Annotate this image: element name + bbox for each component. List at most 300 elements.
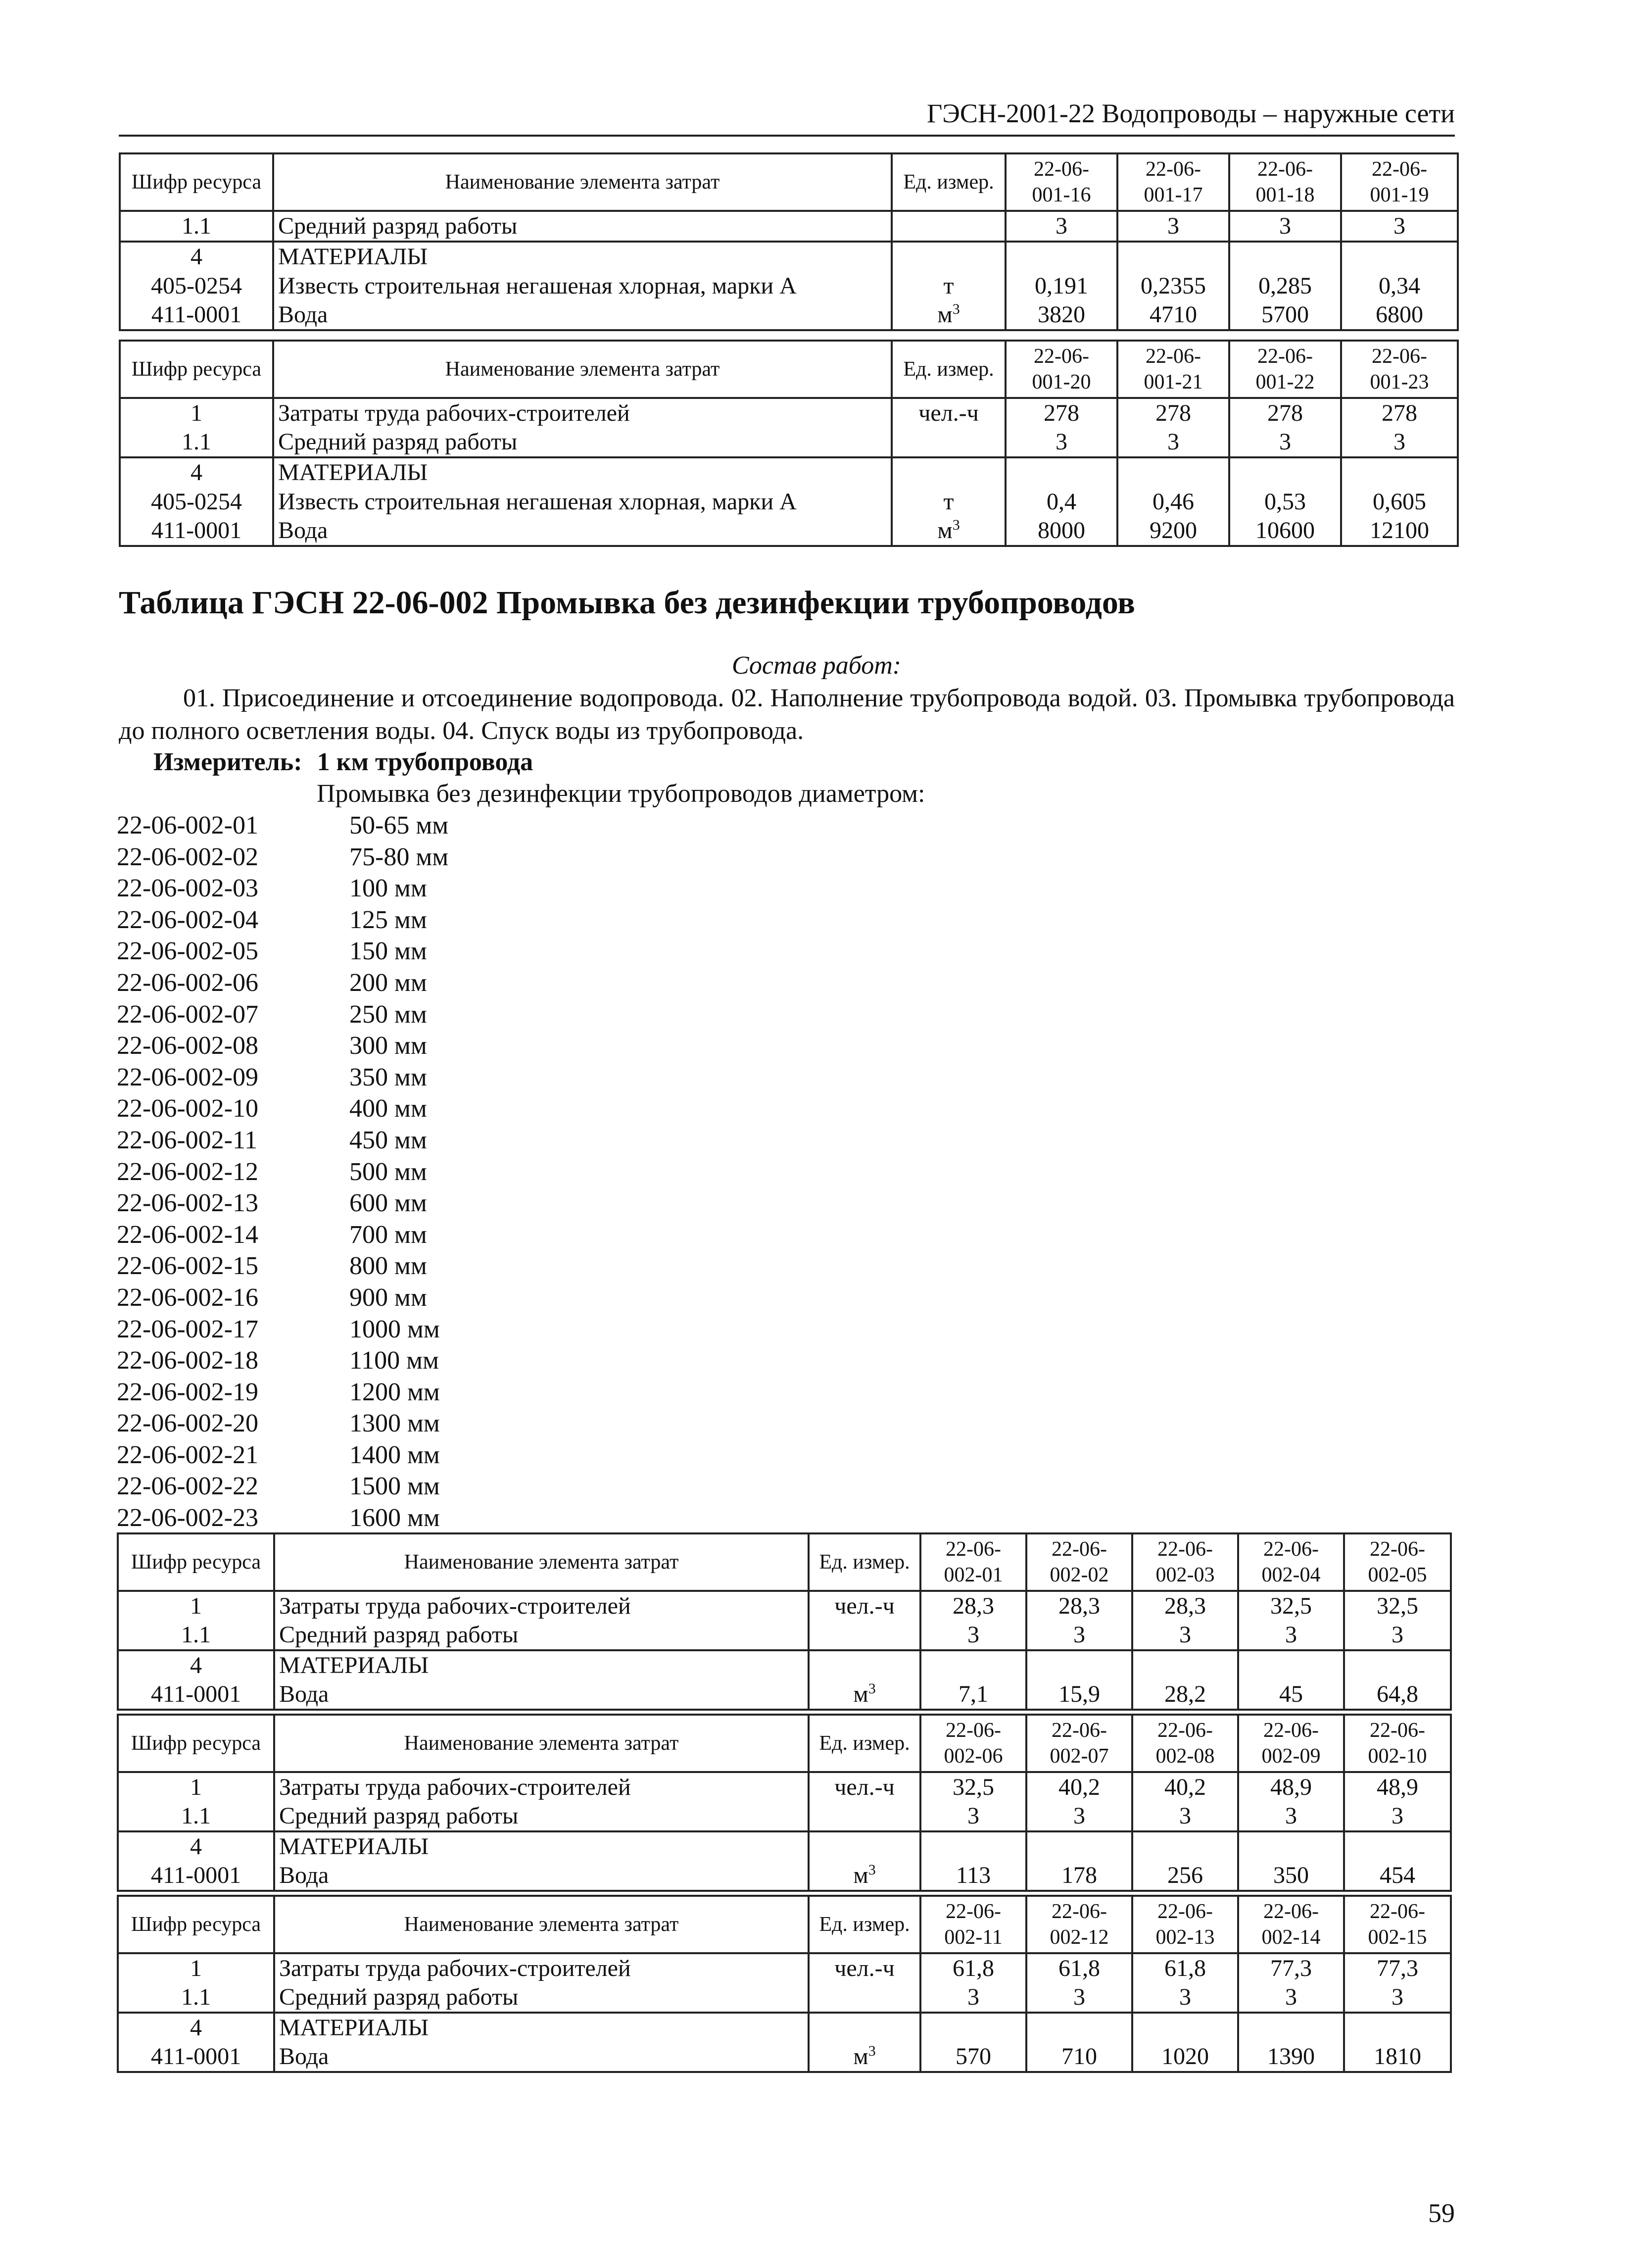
item-code: 22-06-002-22 <box>117 1472 258 1501</box>
header-norm-code-part1: 22-06- <box>1263 1900 1319 1923</box>
item-diameter: 1500 мм <box>349 1472 440 1501</box>
header-norm-code <box>1132 1533 1238 1591</box>
cell-unit <box>892 242 1006 271</box>
item-diameter: 250 мм <box>349 1000 427 1029</box>
cell-value <box>1341 457 1458 487</box>
header-code: Шифр ресурса <box>120 153 273 211</box>
cell-code: 1 <box>118 1772 274 1802</box>
list-item <box>117 936 547 967</box>
cell-code: 411-0001 <box>118 2042 274 2072</box>
cell-code: 1.1 <box>118 1802 274 1831</box>
cell-value <box>1026 1831 1132 1861</box>
items-subheading: Промывка без дезинфекции трубопроводов диаметром: <box>317 780 925 808</box>
header-name: Наименование элемента затрат <box>274 1533 809 1591</box>
header-code: Шифр ресурса <box>118 1533 274 1591</box>
table-row <box>118 1650 1451 1680</box>
header-name: Наименование элемента затрат <box>274 1715 809 1772</box>
cell-value: 0,34 <box>1341 271 1458 300</box>
cell-value: 3 <box>1117 211 1229 242</box>
cell-unit <box>809 1831 920 1861</box>
cell-value: 3 <box>1229 211 1341 242</box>
cell-unit <box>892 428 1006 457</box>
header-norm-code-part1: 22-06- <box>1146 158 1201 181</box>
cell-value: 6800 <box>1341 300 1458 330</box>
cell-value: 3 <box>1026 1621 1132 1650</box>
table-row <box>120 398 1458 428</box>
cell-name: Вода <box>273 516 892 546</box>
header-code: Шифр ресурса <box>118 1715 274 1772</box>
header-norm-code-part2: 002-07 <box>1050 1745 1109 1768</box>
cell-unit <box>809 1591 920 1621</box>
table-row <box>118 1953 1451 1983</box>
unit-text: м <box>937 301 953 328</box>
cell-value <box>1344 1650 1451 1680</box>
work-composition-title: Состав работ: <box>731 651 902 680</box>
cell-name: Средний разряд работы <box>273 211 892 242</box>
item-code: 22-06-002-03 <box>117 874 258 903</box>
header-norm-code <box>920 1533 1026 1591</box>
cell-name: МАТЕРИАЛЫ <box>273 457 892 487</box>
cell-value <box>1229 457 1341 487</box>
cell-value: 3820 <box>1006 300 1117 330</box>
item-diameter: 400 мм <box>349 1094 427 1123</box>
cell-value: 0,4 <box>1006 487 1117 516</box>
header-norm-code <box>1238 1533 1344 1591</box>
item-diameter: 800 мм <box>349 1252 427 1281</box>
header-name: Наименование элемента затрат <box>273 341 892 398</box>
work-composition-text: 01. Присоединение и отсоединение водопровода. 02. Наполнение трубопровода водой. 03. Промывка трубопровода до полного осветления воды. 04. Спуск воды из трубопровода. <box>119 684 1455 745</box>
table-row <box>120 487 1458 516</box>
cell-unit <box>892 487 1006 516</box>
cell-code: 4 <box>120 457 273 487</box>
header-norm-code-part2: 002-11 <box>944 1926 1003 1949</box>
unit-text: м <box>853 1681 868 1707</box>
cell-value: 32,5 <box>1344 1591 1451 1621</box>
cell-code: 405-0254 <box>120 487 273 516</box>
list-item <box>117 1125 547 1156</box>
cell-name: Затраты труда рабочих-строителей <box>274 1953 809 1983</box>
cell-value <box>1026 2013 1132 2042</box>
unit-superscript: 3 <box>868 1862 876 1878</box>
header-norm-code-part1: 22-06- <box>1157 1538 1213 1561</box>
cell-value <box>920 1831 1026 1861</box>
unit-text: чел.-ч <box>834 1955 895 1981</box>
cell-code: 4 <box>118 1650 274 1680</box>
list-item <box>117 1471 547 1502</box>
table-header-row <box>118 1715 1451 1772</box>
header-norm-code <box>1026 1533 1132 1591</box>
cell-value <box>1132 2013 1238 2042</box>
cell-value <box>1344 2013 1451 2042</box>
cell-value: 0,191 <box>1006 271 1117 300</box>
cell-value: 3 <box>1229 428 1341 457</box>
cell-value: 710 <box>1026 2042 1132 2072</box>
header-norm-code <box>1238 1715 1344 1772</box>
cell-code: 4 <box>118 2013 274 2042</box>
cell-unit <box>809 2013 920 2042</box>
header-unit: Ед. измер. <box>809 1715 920 1772</box>
cell-value: 28,3 <box>1132 1591 1238 1621</box>
item-code: 22-06-002-12 <box>117 1157 258 1186</box>
section-title: Таблица ГЭСН 22-06-002 Промывка без дезинфекции трубопроводов <box>119 585 1135 621</box>
list-item <box>117 904 547 936</box>
cell-value: 7,1 <box>920 1680 1026 1710</box>
cell-value: 570 <box>920 2042 1026 2072</box>
measure-value: 1 км трубопровода <box>317 748 533 776</box>
cell-value <box>1238 1650 1344 1680</box>
item-diameter: 500 мм <box>349 1157 427 1186</box>
header-norm-code-part2: 002-06 <box>944 1745 1003 1768</box>
cell-value: 454 <box>1344 1861 1451 1891</box>
table-row <box>118 2013 1451 2042</box>
cell-unit <box>892 300 1006 330</box>
cell-code: 4 <box>118 1831 274 1861</box>
list-item <box>117 1030 547 1062</box>
item-code: 22-06-002-14 <box>117 1220 258 1249</box>
header-norm-code-part1: 22-06- <box>1263 1538 1319 1561</box>
header-norm-code <box>1344 1533 1451 1591</box>
cell-unit <box>809 1983 920 2013</box>
cell-value <box>1117 242 1229 271</box>
header-unit: Ед. измер. <box>809 1533 920 1591</box>
cell-value: 77,3 <box>1344 1953 1451 1983</box>
header-norm-code <box>1341 341 1458 398</box>
table-row <box>118 1621 1451 1650</box>
cell-value <box>1344 1831 1451 1861</box>
header-norm-code-part2: 001-21 <box>1144 371 1203 394</box>
cell-value: 256 <box>1132 1861 1238 1891</box>
header-norm-code <box>1229 341 1341 398</box>
header-unit: Ед. измер. <box>892 153 1006 211</box>
header-norm-code-part2: 002-09 <box>1261 1745 1321 1768</box>
item-code: 22-06-002-11 <box>117 1126 258 1154</box>
header-norm-code <box>1117 153 1229 211</box>
cell-value: 5700 <box>1229 300 1341 330</box>
list-item <box>117 1219 547 1251</box>
cell-code: 411-0001 <box>118 1861 274 1891</box>
running-header: ГЭСН-2001-22 Водопроводы – наружные сети <box>119 98 1455 137</box>
cell-value: 3 <box>1026 1802 1132 1831</box>
header-norm-code-part2: 001-19 <box>1370 184 1429 206</box>
list-item <box>117 873 547 904</box>
list-item <box>117 1408 547 1439</box>
cell-value: 64,8 <box>1344 1680 1451 1710</box>
item-diameter: 600 мм <box>349 1189 427 1218</box>
cell-code: 1.1 <box>120 211 273 242</box>
measure-label: Измеритель: <box>153 748 302 776</box>
cost-table-001-16-19 <box>119 152 1459 331</box>
list-item <box>117 967 547 999</box>
item-code: 22-06-002-07 <box>117 1000 258 1029</box>
list-item <box>117 1156 547 1188</box>
table-row <box>118 1861 1451 1891</box>
cell-value: 3 <box>920 1802 1026 1831</box>
cell-value: 32,5 <box>920 1772 1026 1802</box>
header-norm-code-part1: 22-06- <box>1052 1719 1107 1742</box>
item-code: 22-06-002-21 <box>117 1440 258 1469</box>
header-norm-code <box>1026 1715 1132 1772</box>
header-norm-code-part2: 001-18 <box>1255 184 1315 206</box>
item-code: 22-06-002-04 <box>117 905 258 934</box>
cell-code: 411-0001 <box>120 516 273 546</box>
header-norm-code <box>920 1715 1026 1772</box>
item-code: 22-06-002-19 <box>117 1378 258 1406</box>
cell-value: 1390 <box>1238 2042 1344 2072</box>
cell-value: 278 <box>1341 398 1458 428</box>
list-item <box>117 1377 547 1408</box>
cost-table-002-06-10 <box>117 1714 1452 1892</box>
cell-unit <box>809 1772 920 1802</box>
header-norm-code-part2: 001-20 <box>1032 371 1091 394</box>
cell-value: 3 <box>1344 1621 1451 1650</box>
header-norm-code-part2: 002-13 <box>1155 1926 1215 1949</box>
cell-value: 3 <box>1238 1621 1344 1650</box>
list-item <box>117 1282 547 1314</box>
cell-value: 3 <box>1117 428 1229 457</box>
item-code: 22-06-002-17 <box>117 1315 258 1343</box>
cell-value <box>1341 242 1458 271</box>
cell-name: МАТЕРИАЛЫ <box>274 2013 809 2042</box>
table-row <box>120 516 1458 546</box>
header-norm-code-part2: 002-14 <box>1261 1926 1321 1949</box>
cost-table-002-11-15 <box>117 1895 1452 2073</box>
table-header-row <box>118 1533 1451 1591</box>
cell-unit <box>809 1861 920 1891</box>
cell-value <box>1132 1650 1238 1680</box>
cell-value: 61,8 <box>1132 1953 1238 1983</box>
header-norm-code <box>920 1896 1026 1953</box>
cell-value: 9200 <box>1117 516 1229 546</box>
cell-value: 28,2 <box>1132 1680 1238 1710</box>
table-row <box>120 457 1458 487</box>
header-norm-code-part1: 22-06- <box>946 1900 1001 1923</box>
cell-value: 3 <box>1132 1802 1238 1831</box>
list-item <box>117 1439 547 1471</box>
cell-name: Средний разряд работы <box>273 428 892 457</box>
item-diameter: 1200 мм <box>349 1378 440 1406</box>
cell-value: 0,53 <box>1229 487 1341 516</box>
item-diameter: 150 мм <box>349 937 427 966</box>
cell-value: 3 <box>1026 1983 1132 2013</box>
cell-unit <box>892 271 1006 300</box>
item-code: 22-06-002-15 <box>117 1252 258 1281</box>
header-code: Шифр ресурса <box>120 341 273 398</box>
header-norm-code <box>1132 1715 1238 1772</box>
item-diameter: 1300 мм <box>349 1409 440 1438</box>
cell-value: 1810 <box>1344 2042 1451 2072</box>
cell-value: 61,8 <box>1026 1953 1132 1983</box>
item-diameter: 700 мм <box>349 1220 427 1249</box>
list-item <box>117 1093 547 1125</box>
header-norm-code-part1: 22-06- <box>1370 1538 1425 1561</box>
cell-code: 4 <box>120 242 273 271</box>
cell-code: 405-0254 <box>120 271 273 300</box>
table-row <box>118 1680 1451 1710</box>
table-row <box>118 1831 1451 1861</box>
cell-value: 12100 <box>1341 516 1458 546</box>
item-code: 22-06-002-08 <box>117 1032 258 1060</box>
cost-table-002-01-05 <box>117 1532 1452 1711</box>
table-row <box>118 1802 1451 1831</box>
cell-name: Вода <box>274 2042 809 2072</box>
header-norm-code-part1: 22-06- <box>1157 1719 1213 1742</box>
header-norm-code-part2: 002-03 <box>1155 1564 1215 1586</box>
item-diameter: 350 мм <box>349 1063 427 1091</box>
list-item <box>117 1250 547 1282</box>
cell-code: 411-0001 <box>118 1680 274 1710</box>
cell-value: 28,3 <box>1026 1591 1132 1621</box>
header-code: Шифр ресурса <box>118 1896 274 1953</box>
item-diameter: 900 мм <box>349 1283 427 1312</box>
item-code: 22-06-002-16 <box>117 1283 258 1312</box>
header-unit: Ед. измер. <box>809 1896 920 1953</box>
cell-value <box>920 2013 1026 2042</box>
table-row <box>118 1772 1451 1802</box>
item-diameter: 200 мм <box>349 968 427 997</box>
cell-value: 32,5 <box>1238 1591 1344 1621</box>
header-norm-code-part1: 22-06- <box>946 1719 1001 1742</box>
cell-value <box>1238 2013 1344 2042</box>
cell-name: Известь строительная негашеная хлорная, марки А <box>273 487 892 516</box>
cell-code: 1 <box>120 398 273 428</box>
table-row <box>118 1983 1451 2013</box>
item-code: 22-06-002-09 <box>117 1063 258 1091</box>
cell-unit <box>809 1680 920 1710</box>
cell-value: 3 <box>1006 211 1117 242</box>
norm-items-list <box>117 810 547 1534</box>
item-diameter: 450 мм <box>349 1126 427 1154</box>
header-norm-code-part2: 002-15 <box>1368 1926 1427 1949</box>
cell-code: 1.1 <box>118 1621 274 1650</box>
table-row <box>120 242 1458 271</box>
cell-value: 350 <box>1238 1861 1344 1891</box>
list-item <box>117 841 547 873</box>
cell-name: Затраты труда рабочих-строителей <box>274 1591 809 1621</box>
cell-value: 3 <box>1341 211 1458 242</box>
cell-value: 3 <box>1238 1983 1344 2013</box>
header-norm-code-part1: 22-06- <box>1370 1719 1425 1742</box>
header-norm-code-part2: 002-05 <box>1368 1564 1427 1586</box>
cell-value: 10600 <box>1229 516 1341 546</box>
header-norm-code-part2: 002-04 <box>1261 1564 1321 1586</box>
cell-value <box>1006 457 1117 487</box>
unit-superscript: 3 <box>868 1680 876 1697</box>
header-norm-code-part2: 001-17 <box>1144 184 1203 206</box>
cell-unit <box>892 457 1006 487</box>
header-norm-code-part2: 001-22 <box>1255 371 1315 394</box>
item-code: 22-06-002-13 <box>117 1189 258 1218</box>
cell-value: 3 <box>1344 1983 1451 2013</box>
header-norm-code-part1: 22-06- <box>1034 345 1089 368</box>
cell-value: 15,9 <box>1026 1680 1132 1710</box>
header-norm-code-part2: 002-12 <box>1050 1926 1109 1949</box>
cell-name: МАТЕРИАЛЫ <box>274 1831 809 1861</box>
cell-name: Вода <box>274 1861 809 1891</box>
cell-unit <box>809 1650 920 1680</box>
cell-value: 3 <box>1132 1621 1238 1650</box>
cell-name: Вода <box>273 300 892 330</box>
header-unit: Ед. измер. <box>892 341 1006 398</box>
cell-code: 411-0001 <box>120 300 273 330</box>
header-norm-code-part2: 002-02 <box>1050 1564 1109 1586</box>
item-diameter: 75-80 мм <box>349 842 449 871</box>
cell-name: Известь строительная негашеная хлорная, марки А <box>273 271 892 300</box>
cell-unit <box>892 516 1006 546</box>
item-diameter: 125 мм <box>349 905 427 934</box>
header-norm-code-part2: 002-08 <box>1155 1745 1215 1768</box>
list-item <box>117 1502 547 1534</box>
cell-value: 28,3 <box>920 1591 1026 1621</box>
header-norm-code <box>1344 1715 1451 1772</box>
cell-value: 3 <box>1006 428 1117 457</box>
header-name: Наименование элемента затрат <box>273 153 892 211</box>
cell-value: 45 <box>1238 1680 1344 1710</box>
unit-text: чел.-ч <box>834 1774 895 1800</box>
item-diameter: 100 мм <box>349 874 427 903</box>
measure-line <box>153 747 533 777</box>
item-diameter: 300 мм <box>349 1032 427 1060</box>
cell-value: 77,3 <box>1238 1953 1344 1983</box>
cell-name: МАТЕРИАЛЫ <box>274 1650 809 1680</box>
cell-name: МАТЕРИАЛЫ <box>273 242 892 271</box>
unit-text: м <box>853 2043 868 2070</box>
item-code: 22-06-002-18 <box>117 1346 258 1375</box>
item-code: 22-06-002-02 <box>117 842 258 871</box>
cell-unit <box>809 1802 920 1831</box>
header-norm-code-part1: 22-06- <box>1257 158 1313 181</box>
list-item <box>117 1062 547 1093</box>
cell-value <box>1026 1650 1132 1680</box>
cell-name: Средний разряд работы <box>274 1983 809 2013</box>
header-norm-code <box>1006 153 1117 211</box>
cell-code: 1 <box>118 1953 274 1983</box>
cell-value: 48,9 <box>1344 1772 1451 1802</box>
cell-value: 40,2 <box>1026 1772 1132 1802</box>
table-row <box>120 428 1458 457</box>
cell-value: 3 <box>1132 1983 1238 2013</box>
item-code: 22-06-002-10 <box>117 1094 258 1123</box>
cell-unit <box>892 398 1006 428</box>
cell-value <box>920 1650 1026 1680</box>
cell-value: 0,285 <box>1229 271 1341 300</box>
list-item <box>117 999 547 1031</box>
cell-value: 3 <box>1238 1802 1344 1831</box>
cell-value: 278 <box>1229 398 1341 428</box>
cell-value: 3 <box>1344 1802 1451 1831</box>
header-norm-code-part2: 002-01 <box>944 1564 1003 1586</box>
header-norm-code-part2: 001-23 <box>1370 371 1429 394</box>
header-norm-code <box>1344 1896 1451 1953</box>
cell-value: 113 <box>920 1861 1026 1891</box>
cell-name: Вода <box>274 1680 809 1710</box>
table-row <box>118 2042 1451 2072</box>
header-norm-code-part1: 22-06- <box>1257 345 1313 368</box>
item-code: 22-06-002-01 <box>117 811 258 839</box>
table-row <box>120 271 1458 300</box>
item-diameter: 1600 мм <box>349 1504 440 1532</box>
header-norm-code-part1: 22-06- <box>1157 1900 1213 1923</box>
cell-value <box>1238 1831 1344 1861</box>
cell-code: 1.1 <box>120 428 273 457</box>
cell-value <box>1132 1831 1238 1861</box>
header-norm-code-part1: 22-06- <box>1372 158 1427 181</box>
cell-value: 48,9 <box>1238 1772 1344 1802</box>
cell-unit <box>809 1621 920 1650</box>
table-row <box>120 300 1458 330</box>
cell-name: Средний разряд работы <box>274 1621 809 1650</box>
header-norm-code <box>1132 1896 1238 1953</box>
cell-value: 3 <box>920 1983 1026 2013</box>
